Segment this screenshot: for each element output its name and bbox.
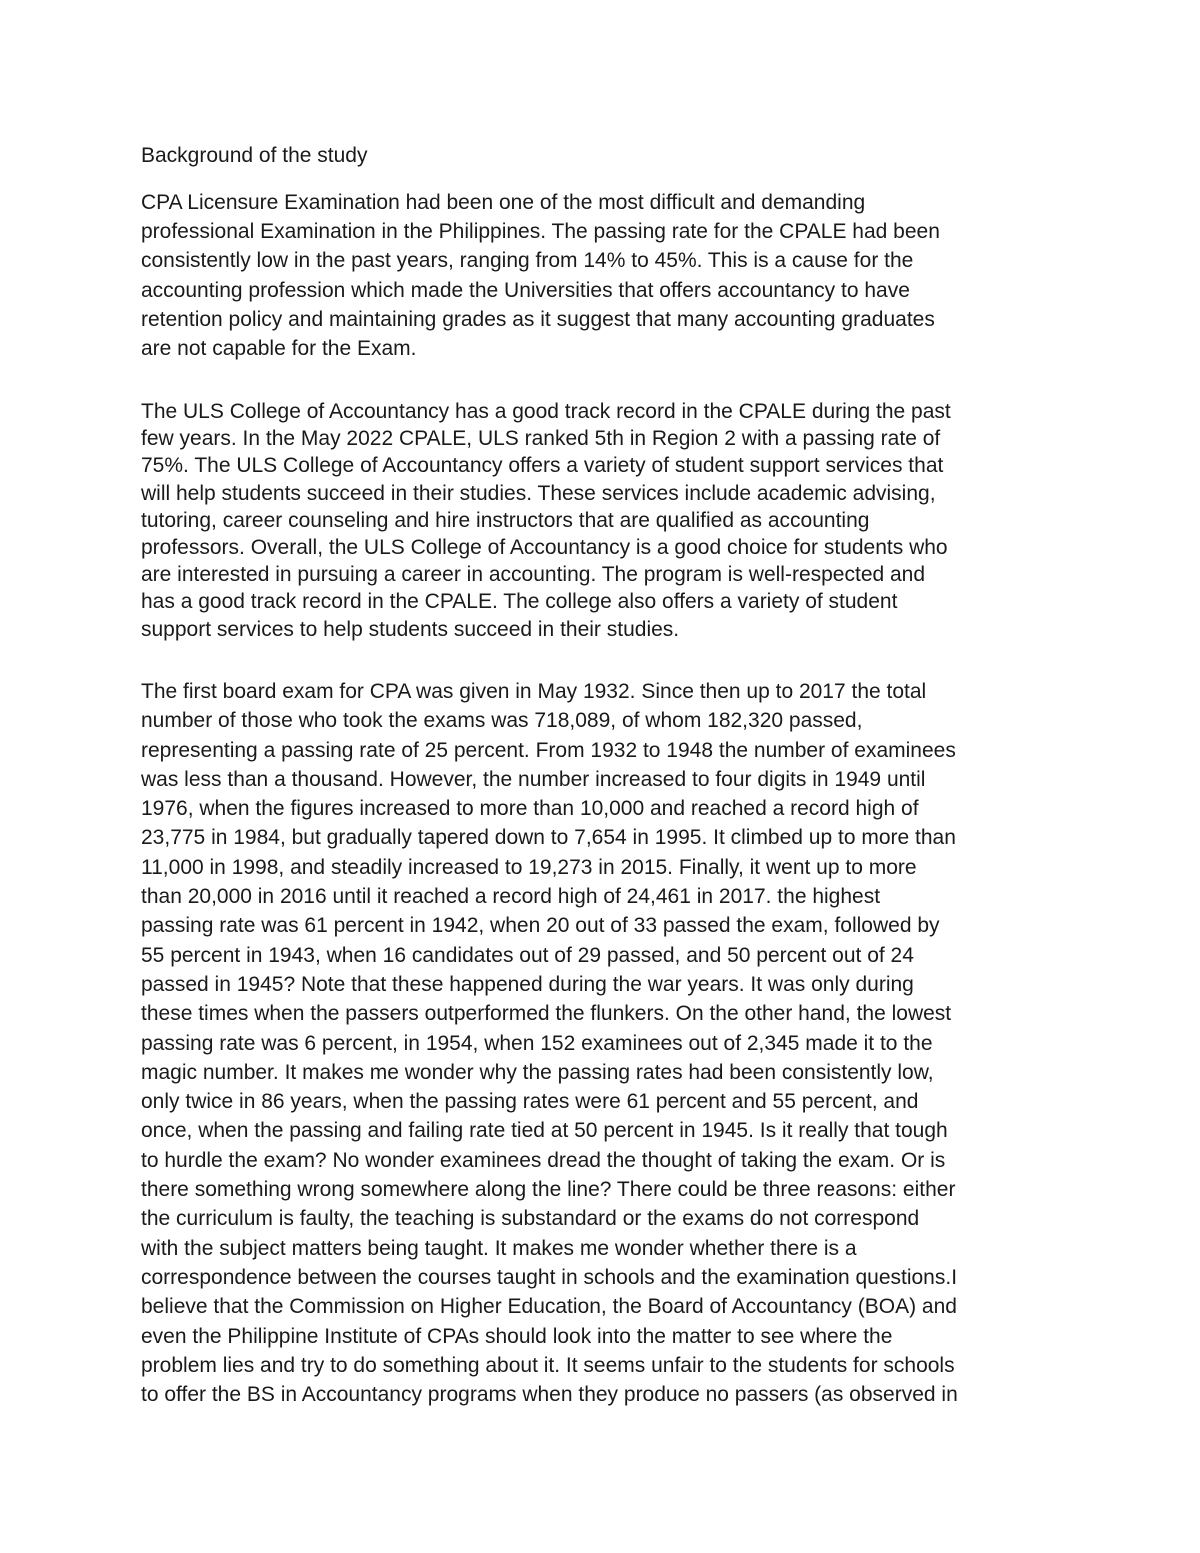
text-line: was less than a thousand. However, the number increased to four digits in 1949 until	[141, 767, 926, 791]
text-line: magic number. It makes me wonder why the passing rates had been consistently low,	[141, 1060, 934, 1084]
text-line: even the Philippine Institute of CPAs should look into the matter to see where the	[141, 1324, 893, 1348]
text-line: retention policy and maintaining grades as it suggest that many accounting graduates	[141, 307, 935, 331]
text-line: 11,000 in 1998, and steadily increased to 19,273 in 2015. Finally, it went up to more	[141, 855, 917, 879]
text-line: accounting profession which made the Universities that offers accountancy to have	[141, 278, 910, 302]
text-line: than 20,000 in 2016 until it reached a record high of 24,461 in 2017. the highest	[141, 885, 881, 909]
text-line: problem lies and try to do something about it. It seems unfair to the students for schools	[141, 1353, 955, 1377]
text-line: to hurdle the exam? No wonder examinees dread the thought of taking the exam. Or is	[141, 1148, 946, 1172]
text-line: there something wrong somewhere along the line? There could be three reasons: either	[141, 1178, 956, 1202]
text-line: are not capable for the Exam.	[141, 337, 417, 361]
text-line: with the subject matters being taught. It makes me wonder whether there is a	[141, 1236, 857, 1260]
text-line: representing a passing rate of 25 percent. From 1932 to 1948 the number of examinees	[141, 738, 956, 762]
text-line: CPA Licensure Examination had been one of the most difficult and demanding	[141, 191, 866, 214]
text-line: The first board exam for CPA was given in May 1932. Since then up to 2017 the total	[141, 680, 927, 703]
text-line: 23,775 in 1984, but gradually tapered down to 7,654 in 1995. It climbed up to more than	[141, 826, 956, 850]
text-line: correspondence between the courses taught in schools and the examination questions.I	[141, 1265, 958, 1289]
text-line: passing rate was 61 percent in 1942, when 20 out of 33 passed the exam, followed by	[141, 914, 940, 938]
text-line: are interested in pursuing a career in accounting. The program is well-respected and	[141, 563, 926, 587]
text-line: once, when the passing and failing rate tied at 50 percent in 1945. Is it really that tough	[141, 1119, 948, 1143]
text-line: The ULS College of Accountancy has a good track record in the CPALE during the past	[141, 400, 951, 423]
text-line: professors. Overall, the ULS College of Accountancy is a good choice for students who	[141, 536, 948, 560]
text-line: 75%. The ULS College of Accountancy offers a variety of student support services that	[141, 454, 944, 478]
text-line: consistently low in the past years, ranging from 14% to 45%. This is a cause for the	[141, 249, 914, 273]
text-line: 1976, when the figures increased to more than 10,000 and reached a record high of	[141, 797, 919, 821]
text-line: support services to help students succeed in their studies.	[141, 617, 680, 641]
text-line: these times when the passers outperformed the flunkers. On the other hand, the lowest	[141, 1002, 952, 1026]
text-line: to offer the BS in Accountancy programs when they produce no passers (as observed in	[141, 1383, 958, 1407]
text-line: passing rate was 6 percent, in 1954, when 152 examinees out of 2,345 made it to the	[141, 1031, 933, 1055]
text-line: believe that the Commission on Higher Education, the Board of Accountancy (BOA) and	[141, 1295, 957, 1319]
text-line: professional Examination in the Philippines. The passing rate for the CPALE had been	[141, 220, 940, 244]
text-line: few years. In the May 2022 CPALE, ULS ranked 5th in Region 2 with a passing rate of	[141, 427, 941, 451]
section-heading: Background of the study	[141, 144, 368, 167]
text-line: will help students succeed in their studies. These services include academic advising,	[141, 481, 936, 505]
text-line: the curriculum is faulty, the teaching is substandard or the exams do not correspond	[141, 1207, 920, 1231]
text-line: only twice in 86 years, when the passing rates were 61 percent and 55 percent, and	[141, 1090, 919, 1114]
text-line: passed in 1945? Note that these happened during the war years. It was only during	[141, 972, 914, 996]
text-line: 55 percent in 1943, when 16 candidates out of 29 passed, and 50 percent out of 24	[141, 943, 914, 967]
paragraph-board-exam-history	[141, 677, 958, 1409]
paragraph-cpale-difficulty	[141, 188, 940, 363]
text-line: number of those who took the exams was 718,089, of whom 182,320 passed,	[141, 709, 863, 733]
paragraph-uls-track-record	[141, 398, 951, 643]
text-line: tutoring, career counseling and hire instructors that are qualified as accounting	[141, 508, 870, 532]
text-line: has a good track record in the CPALE. The college also offers a variety of student	[141, 590, 898, 614]
